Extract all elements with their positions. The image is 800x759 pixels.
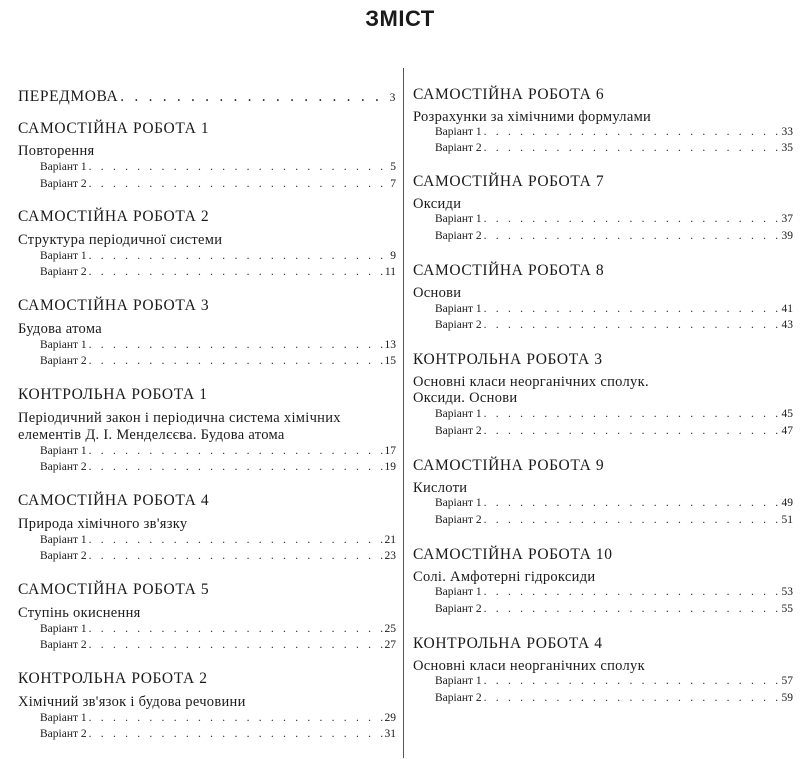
toc-entry[interactable] (413, 230, 793, 242)
toc-entry[interactable] (18, 355, 396, 367)
section-topic: Повторення (18, 143, 95, 159)
variant-label: Варіант 1 (40, 250, 87, 262)
toc-entry[interactable] (18, 623, 396, 635)
page-number: 53 (781, 586, 793, 598)
toc-entry[interactable] (413, 425, 793, 437)
leader-dots (89, 250, 384, 262)
variant-label: Варіант 2 (435, 514, 482, 526)
toc-entry[interactable] (18, 161, 396, 173)
section-topic: Ступінь окиснення (18, 605, 141, 621)
page-number: 19 (384, 461, 396, 473)
toc-entry[interactable] (413, 586, 793, 598)
leader-dots (89, 728, 383, 740)
page-number: 59 (781, 692, 793, 704)
variant-label: Варіант 1 (435, 213, 482, 225)
column-divider (403, 68, 404, 758)
section-heading: САМОСТІЙНА РОБОТА 1 (18, 120, 210, 137)
section-heading: КОНТРОЛЬНА РОБОТА 1 (18, 386, 208, 403)
variant-label: Варіант 1 (435, 675, 482, 687)
variant-label: Варіант 1 (435, 497, 482, 509)
variant-label: Варіант 2 (435, 692, 482, 704)
toc-entry[interactable] (413, 692, 793, 704)
leader-dots (484, 675, 780, 687)
page-number: 17 (384, 445, 396, 457)
variant-label: Варіант 1 (40, 339, 87, 351)
section-heading: КОНТРОЛЬНА РОБОТА 4 (413, 635, 603, 652)
page-number: 13 (384, 339, 396, 351)
page-number: 39 (781, 230, 793, 242)
section-topic: Основні класи неорганічних сполук. (413, 374, 649, 390)
toc-entry[interactable] (413, 408, 793, 420)
page-number: 11 (384, 266, 396, 278)
toc-entry[interactable] (18, 250, 396, 262)
page-number: 15 (384, 355, 396, 367)
variant-label: Варіант 1 (435, 408, 482, 420)
leader-dots (484, 408, 780, 420)
leader-dots (484, 303, 780, 315)
variant-label: Варіант 1 (40, 712, 87, 724)
leader-dots (484, 497, 780, 509)
leader-dots (89, 712, 383, 724)
page-number: 43 (781, 319, 793, 331)
page-number: 45 (781, 408, 793, 420)
section-topic: Основні класи неорганічних сполук (413, 658, 645, 674)
page-number: 51 (781, 514, 793, 526)
leader-dots (89, 623, 383, 635)
variant-label: Варіант 2 (435, 425, 482, 437)
page-number: 31 (384, 728, 396, 740)
page-number: 27 (384, 639, 396, 651)
section-heading: САМОСТІЙНА РОБОТА 4 (18, 492, 210, 509)
variant-label: Варіант 1 (40, 161, 87, 173)
leader-dots (89, 461, 383, 473)
section-topic: елементів Д. І. Менделєєва. Будова атома (18, 427, 285, 443)
section-heading: КОНТРОЛЬНА РОБОТА 2 (18, 670, 208, 687)
toc-entry[interactable] (18, 339, 396, 351)
variant-label: Варіант 1 (40, 445, 87, 457)
section-heading: САМОСТІЙНА РОБОТА 7 (413, 173, 605, 190)
toc-entry[interactable] (413, 303, 793, 315)
section-topic: Оксиди. Основи (413, 390, 518, 406)
page-number: 33 (781, 126, 793, 138)
page-number: 23 (384, 550, 396, 562)
section-topic: Хімічний зв'язок і будова речовини (18, 694, 246, 710)
page-number: 57 (781, 675, 793, 687)
page-number: 55 (781, 603, 793, 615)
variant-label: Варіант 2 (40, 178, 87, 190)
leader-dots (89, 445, 383, 457)
variant-label: Варіант 2 (40, 266, 87, 278)
toc-entry[interactable] (18, 461, 396, 473)
toc-entry[interactable] (413, 142, 793, 154)
leader-dots (89, 534, 383, 546)
leader-dots (484, 126, 780, 138)
section-topic: Кислоти (413, 480, 468, 496)
section-topic: Будова атома (18, 321, 102, 337)
page-number: 5 (390, 161, 396, 173)
toc-entry[interactable] (18, 534, 396, 546)
variant-label: Варіант 2 (40, 639, 87, 651)
leader-dots (484, 692, 780, 704)
page-number: 3 (389, 92, 396, 104)
toc-entry[interactable] (18, 728, 396, 740)
section-topic: Періодичний закон і періодична система хімічних (18, 410, 341, 426)
variant-label: Варіант 1 (435, 126, 482, 138)
variant-label: Варіант 1 (40, 623, 87, 635)
leader-dots (484, 319, 780, 331)
page-number: 47 (781, 425, 793, 437)
section-topic: Структура періодичної системи (18, 232, 223, 248)
section-topic: Солі. Амфотерні гідроксиди (413, 569, 596, 585)
toc-entry[interactable] (18, 712, 396, 724)
section-topic: Розрахунки за хімічними формулами (413, 109, 652, 125)
variant-label: Варіант 2 (435, 142, 482, 154)
section-heading: САМОСТІЙНА РОБОТА 10 (413, 546, 613, 563)
toc-entry[interactable] (18, 445, 396, 457)
page-title: ЗМІСТ (365, 6, 435, 31)
leader-dots (89, 639, 383, 651)
page-number: 9 (390, 250, 396, 262)
toc-entry[interactable] (413, 514, 793, 526)
leader-dots (484, 603, 780, 615)
toc-entry[interactable] (18, 550, 396, 562)
toc-entry[interactable] (18, 639, 396, 651)
page-number: 35 (781, 142, 793, 154)
toc-entry[interactable] (413, 213, 793, 225)
section-heading: САМОСТІЙНА РОБОТА 8 (413, 262, 605, 279)
toc-entry[interactable] (413, 497, 793, 509)
section-topic: Природа хімічного зв'язку (18, 516, 188, 532)
page-number: 37 (781, 213, 793, 225)
variant-label: Варіант 2 (435, 319, 482, 331)
page-number: 7 (390, 178, 396, 190)
section-heading: САМОСТІЙНА РОБОТА 5 (18, 581, 210, 598)
leader-dots (89, 178, 384, 190)
variant-label: Варіант 2 (40, 461, 87, 473)
section-heading: САМОСТІЙНА РОБОТА 9 (413, 457, 605, 474)
variant-label: Варіант 2 (40, 728, 87, 740)
leader-dots (89, 355, 383, 367)
variant-label: Варіант 2 (435, 230, 482, 242)
leader-dots (484, 142, 780, 154)
section-topic: Основи (413, 285, 462, 301)
leader-dots (484, 213, 780, 225)
leader-dots (484, 586, 780, 598)
page-number: 25 (384, 623, 396, 635)
page-number: 21 (384, 534, 396, 546)
section-heading: САМОСТІЙНА РОБОТА 6 (413, 86, 605, 103)
page-number: 49 (781, 497, 793, 509)
section-heading: САМОСТІЙНА РОБОТА 2 (18, 208, 210, 225)
section-topic: Оксиди (413, 196, 462, 212)
leader-dots (484, 514, 780, 526)
leader-dots (120, 88, 384, 106)
variant-label: Варіант 2 (435, 603, 482, 615)
leader-dots (89, 339, 383, 351)
toc-entry[interactable] (18, 266, 396, 278)
section-heading: САМОСТІЙНА РОБОТА 3 (18, 297, 210, 314)
toc-entry[interactable] (18, 178, 396, 190)
leader-dots (484, 425, 780, 437)
page-number: 41 (781, 303, 793, 315)
variant-label: Варіант 1 (40, 534, 87, 546)
section-heading: КОНТРОЛЬНА РОБОТА 3 (413, 351, 603, 368)
variant-label: Варіант 2 (40, 355, 87, 367)
toc-entry-preface[interactable] (18, 88, 396, 106)
leader-dots (89, 266, 383, 278)
toc-entry[interactable] (413, 319, 793, 331)
toc-entry[interactable] (413, 675, 793, 687)
toc-entry[interactable] (413, 603, 793, 615)
leader-dots (484, 230, 780, 242)
page-number: 29 (384, 712, 396, 724)
leader-dots (89, 550, 383, 562)
leader-dots (89, 161, 384, 173)
toc-entry[interactable] (413, 126, 793, 138)
variant-label: Варіант 2 (40, 550, 87, 562)
preface-label: ПЕРЕДМОВА (18, 88, 119, 105)
variant-label: Варіант 1 (435, 303, 482, 315)
variant-label: Варіант 1 (435, 586, 482, 598)
